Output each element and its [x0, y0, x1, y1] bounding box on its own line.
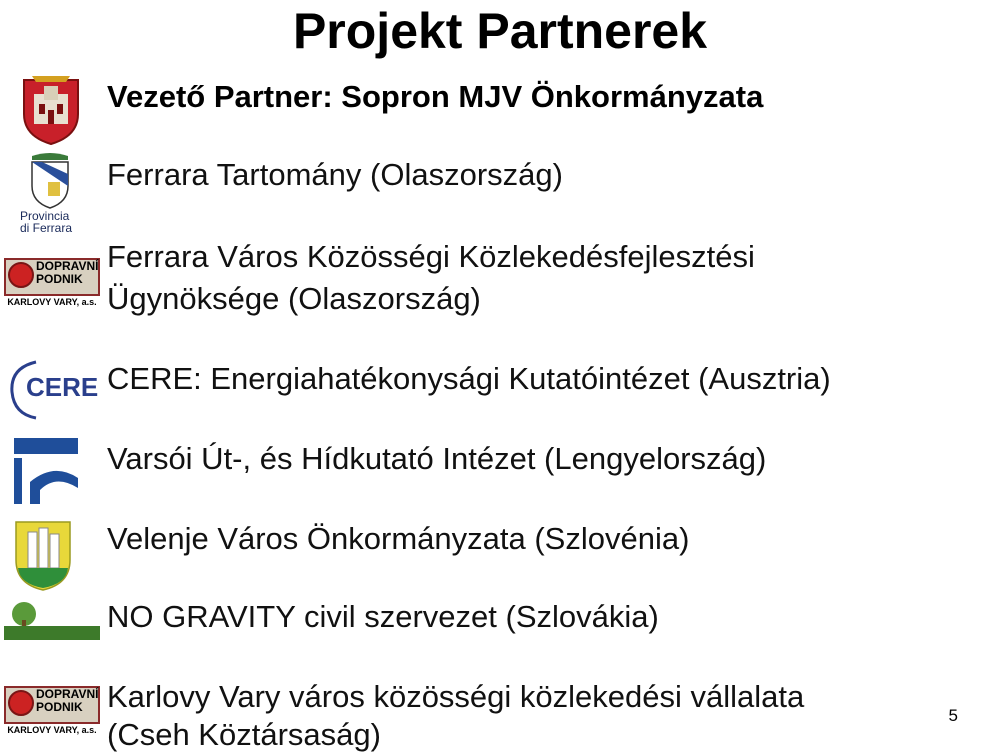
dp-sub-label: KARLOVY VARY, a.s. [7, 297, 97, 307]
dopravni-podnik-logo-icon [4, 258, 100, 310]
dp-label-2: PODNIK [36, 700, 83, 714]
bridge-institute-logo-icon [14, 438, 78, 504]
dp-label-1: DOPRAVNÍ [36, 259, 99, 273]
sopron-crest-icon [20, 74, 82, 146]
partner-3-name: CERE: Energiahatékonysági Kutatóintézet (Ausztria) [107, 361, 831, 396]
velenje-crest-icon [14, 520, 72, 592]
dp-label-1: DOPRAVNÍ [36, 687, 99, 701]
cere-logo-text: CERE [26, 372, 99, 402]
cere-logo-icon [6, 356, 99, 420]
partner-1-name: Ferrara Tartomány (Olaszország) [107, 157, 563, 192]
provincia-label-2: di Ferrara [20, 221, 73, 235]
provincia-di-ferrara-crest-icon [18, 152, 82, 236]
partner-2-line-2: Ügynöksége (Olaszország) [107, 281, 481, 316]
provincia-label-1: Provincia [20, 209, 70, 223]
slide-title: Projekt Partnerek [292, 3, 708, 59]
no-gravity-logo-icon [4, 600, 100, 648]
partner-4-name: Varsói Út-, és Hídkutató Intézet (Lengyelország) [107, 441, 767, 476]
partner-7-line-2: (Cseh Köztársaság) [107, 717, 381, 752]
lead-partner: Vezető Partner: Sopron MJV Önkormányzata [107, 79, 764, 114]
partner-5-name: Velenje Város Önkormányzata (Szlovénia) [107, 521, 690, 556]
dp-label-2: PODNIK [36, 272, 83, 286]
dopravni-podnik-logo-icon [4, 686, 100, 738]
partner-7-line-1: Karlovy Vary város közösségi közlekedési vállalata [107, 679, 805, 714]
partner-2-line-1: Ferrara Város Közösségi Közlekedésfejlesztési [107, 239, 755, 274]
page-number: 5 [948, 706, 958, 725]
dp-sub-label: KARLOVY VARY, a.s. [7, 725, 97, 735]
partner-6-name: NO GRAVITY civil szervezet (Szlovákia) [107, 599, 659, 634]
